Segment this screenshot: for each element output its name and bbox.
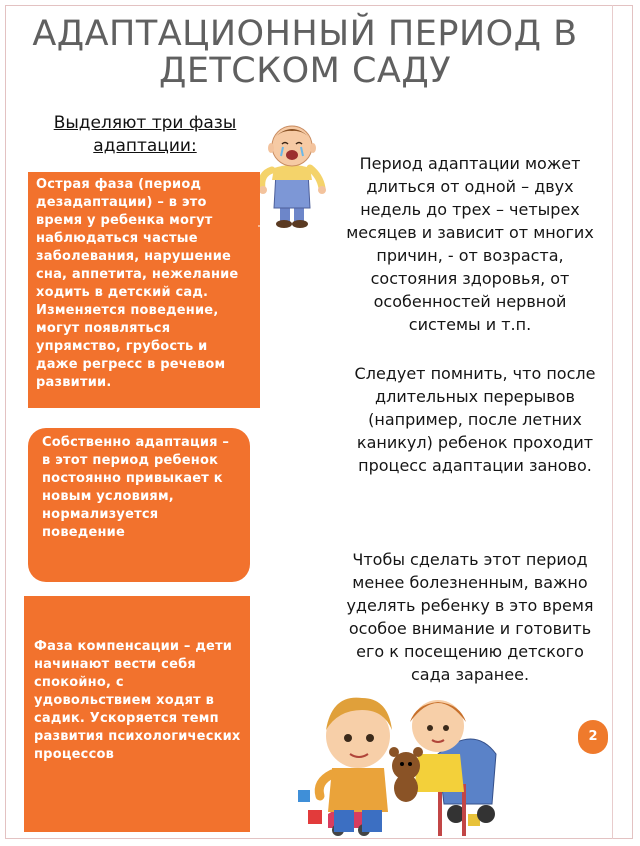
advice-text: Чтобы сделать этот период менее болезненным, важно уделять ребенку в это время особое внимание и готовить его к посещению детского сада заранее.	[346, 550, 594, 684]
reminder-text: Следует помнить, что после длительных перерывов (например, после летних каникул) ребенок проходит процесс адаптации заново.	[354, 364, 596, 475]
crying-boy-illustration	[256, 118, 330, 230]
phases-label: Выделяют три фазы адаптации:	[53, 113, 237, 156]
phase-compensation-text: Фаза компенсации – дети начинают вести себя спокойно, с удовольствием ходят в садик. Ускоряется темп развития психологических процессов	[34, 639, 241, 762]
playing-children-illustration	[288, 664, 512, 840]
phase-acute-box	[28, 172, 260, 408]
page-number-badge: 2	[578, 720, 608, 754]
page-title: АДАПТАЦИОННЫЙ ПЕРИОД В ДЕТСКОМ САДУ	[32, 14, 578, 91]
adaptation-duration-text: Период адаптации может длиться от одной – двух недель до трех – четырех месяцев и зависит от многих причин, - от возраста, состояния здоровья, от особенностей нервной системы и т.п.	[346, 154, 594, 334]
phase-adaptation-box	[28, 428, 250, 582]
frame-divider	[612, 5, 613, 839]
phase-acute-text: Острая фаза (период дезадаптации) – в это время у ребенка могут наблюдаться частые заболевания, нарушение сна, аппетита, нежелание ходить в детский сад. Изменяется поведение, могут появляться упрямство, грубость и даже регресс в речевом развитии.	[36, 177, 239, 390]
phase-compensation-box	[24, 596, 250, 832]
connector-line	[258, 222, 264, 230]
phase-adaptation-text: Собственно адаптация – в этот период ребенок постоянно привыкает к новым условиям, нормализуется поведение	[42, 435, 230, 540]
